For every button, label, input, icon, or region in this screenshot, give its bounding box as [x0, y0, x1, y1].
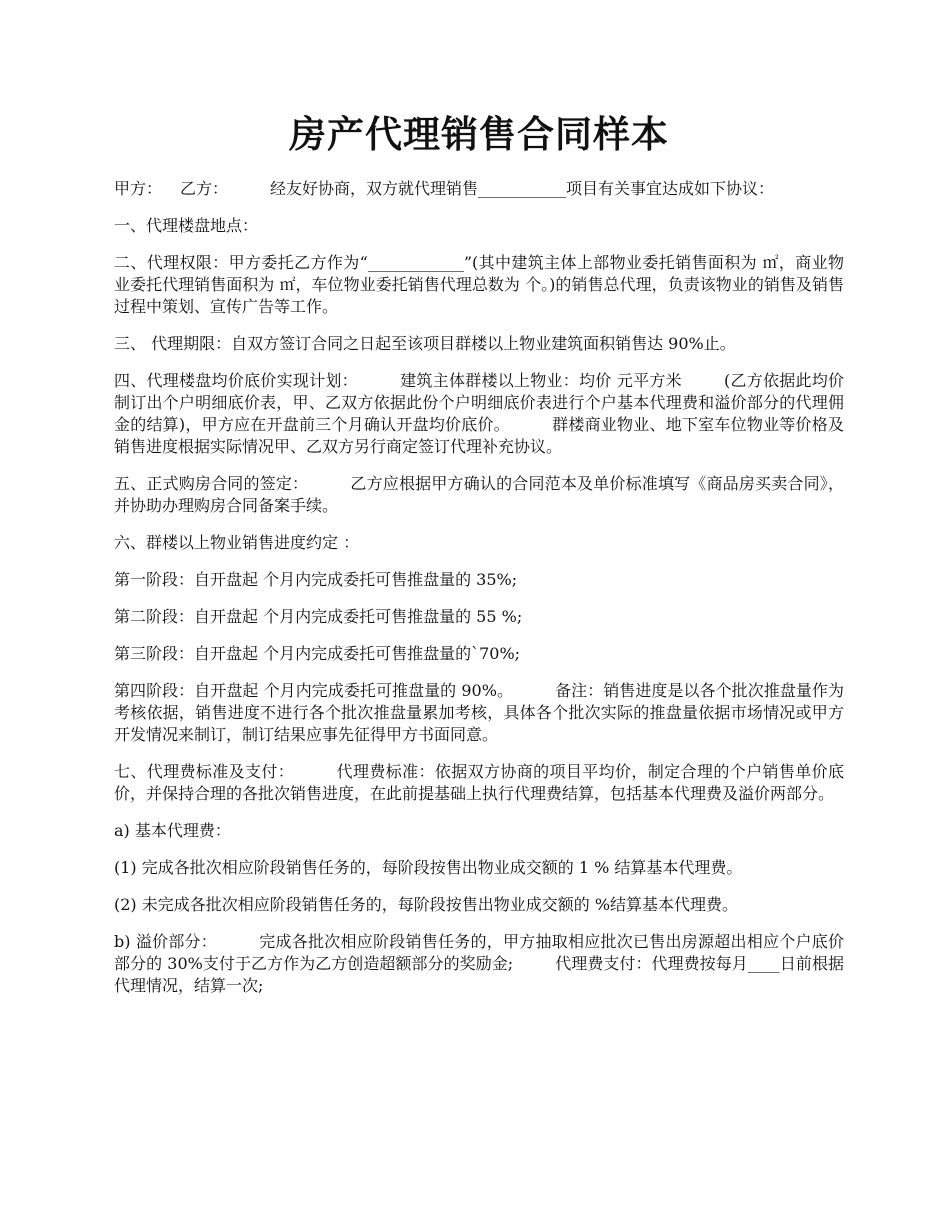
- fee-basic-heading: a) 基本代理费：: [114, 821, 231, 840]
- section-5-contract: [114, 473, 844, 517]
- section-5-text: 乙方应根据甲方确认的合同范本及单价标准填写《商品房买卖合同》，并协助办理购房合同备案手续。: [114, 474, 844, 515]
- stage-3: 第三阶段：自开盘起 个月内完成委托可售推盘量的`70%;: [114, 644, 521, 663]
- section-4-avg-price: 建筑主体群楼以上物业：均价 元平方米: [399, 371, 682, 390]
- intro-paragraph: [114, 178, 844, 200]
- stage-2: 第二阶段：自开盘起 个月内完成委托可售推盘量的 55 %;: [114, 607, 523, 626]
- party-b-label: 乙方：: [180, 179, 229, 198]
- intro-text: 经友好协商，双方就代理销售___________项目有关事宜达成如下协议：: [270, 179, 775, 198]
- fee-payment-text: 代理费支付：代理费按每月____日前根据代理情况，结算一次;: [114, 954, 844, 995]
- section-4-commercial: 群楼商业物业、地下室车位物业等价格及销售进度根据实际情况甲、乙双方另行商定签订代理补充协议。: [114, 415, 844, 456]
- stage-4-note: 备注：销售进度是以各个批次推盘量作为考核依据，销售进度不进行各个批次推盘量累加考核，具体各个批次实际的推盘量依据市场情况或甲方开发情况来制订，制订结果应事先征得甲方书面同意。: [114, 681, 844, 744]
- section-5-heading: 五、正式购房合同的签定：: [114, 474, 309, 493]
- section-1-location: 一、代理楼盘地点：: [114, 216, 259, 235]
- stage-4: [114, 680, 844, 746]
- fee-premium-heading: b) 溢价部分：: [114, 932, 218, 951]
- stage-4-text: 第四阶段：自开盘起 个月内完成委托可推盘量的 90%。: [114, 681, 514, 700]
- fee-premium: [114, 931, 844, 997]
- fee-basic-1: (1) 完成各批次相应阶段销售任务的，每阶段按售出物业成交额的 1 % 结算基本代理费。: [114, 858, 743, 877]
- document-page: [114, 108, 844, 1012]
- section-6-progress: 六、群楼以上物业销售进度约定 ：: [114, 533, 360, 552]
- section-7-fees: [114, 761, 844, 805]
- fee-premium-text: 完成各批次相应阶段销售任务的，甲方抽取相应批次已售出房源超出相应个户底价部分的 30%支付于乙方作为乙方创造超额部分的奖励金;: [114, 932, 844, 973]
- section-4-heading: 四、代理楼盘均价底价实现计划：: [114, 371, 358, 390]
- section-4-price-plan: [114, 370, 844, 458]
- fee-basic-2: (2) 未完成各批次相应阶段销售任务的，每阶段按售出物业成交额的 %结算基本代理费。: [114, 895, 739, 914]
- section-2-authority: 二、代理权限：甲方委托乙方作为“____________”(其中建筑主体上部物业委托销售面积为 ㎡，商业物业委托代理销售面积为 ㎡，车位物业委托销售代理总数为 个。)的销售总代理，负责该物业的销售及销售过程中策划、宣传广告等工作。: [114, 253, 844, 316]
- section-3-term: 三、 代理期限：自双方签订合同之日起至该项目群楼以上物业建筑面积销售达 90%止。: [114, 334, 736, 353]
- document-title: 房产代理销售合同样本: [289, 112, 669, 156]
- stage-1: 第一阶段：自开盘起 个月内完成委托可售推盘量的 35%;: [114, 570, 518, 589]
- section-7-text: 代理费标准：依据双方协商的项目平均价，制定合理的个户销售单价底价，并保持合理的各批次销售进度，在此前提基础上执行代理费结算，包括基本代理费及溢价两部分。: [114, 762, 844, 803]
- section-4-detail: (乙方依据此均价制订出个户明细底价表，甲、乙双方依据此份个户明细底价表进行个户基本代理费和溢价部分的代理佣金的结算)，甲方应在开盘前三个月确认开盘均价底价。: [114, 371, 844, 434]
- party-a-label: 甲方：: [114, 179, 163, 198]
- section-7-heading: 七、代理费标准及支付：: [114, 762, 295, 781]
